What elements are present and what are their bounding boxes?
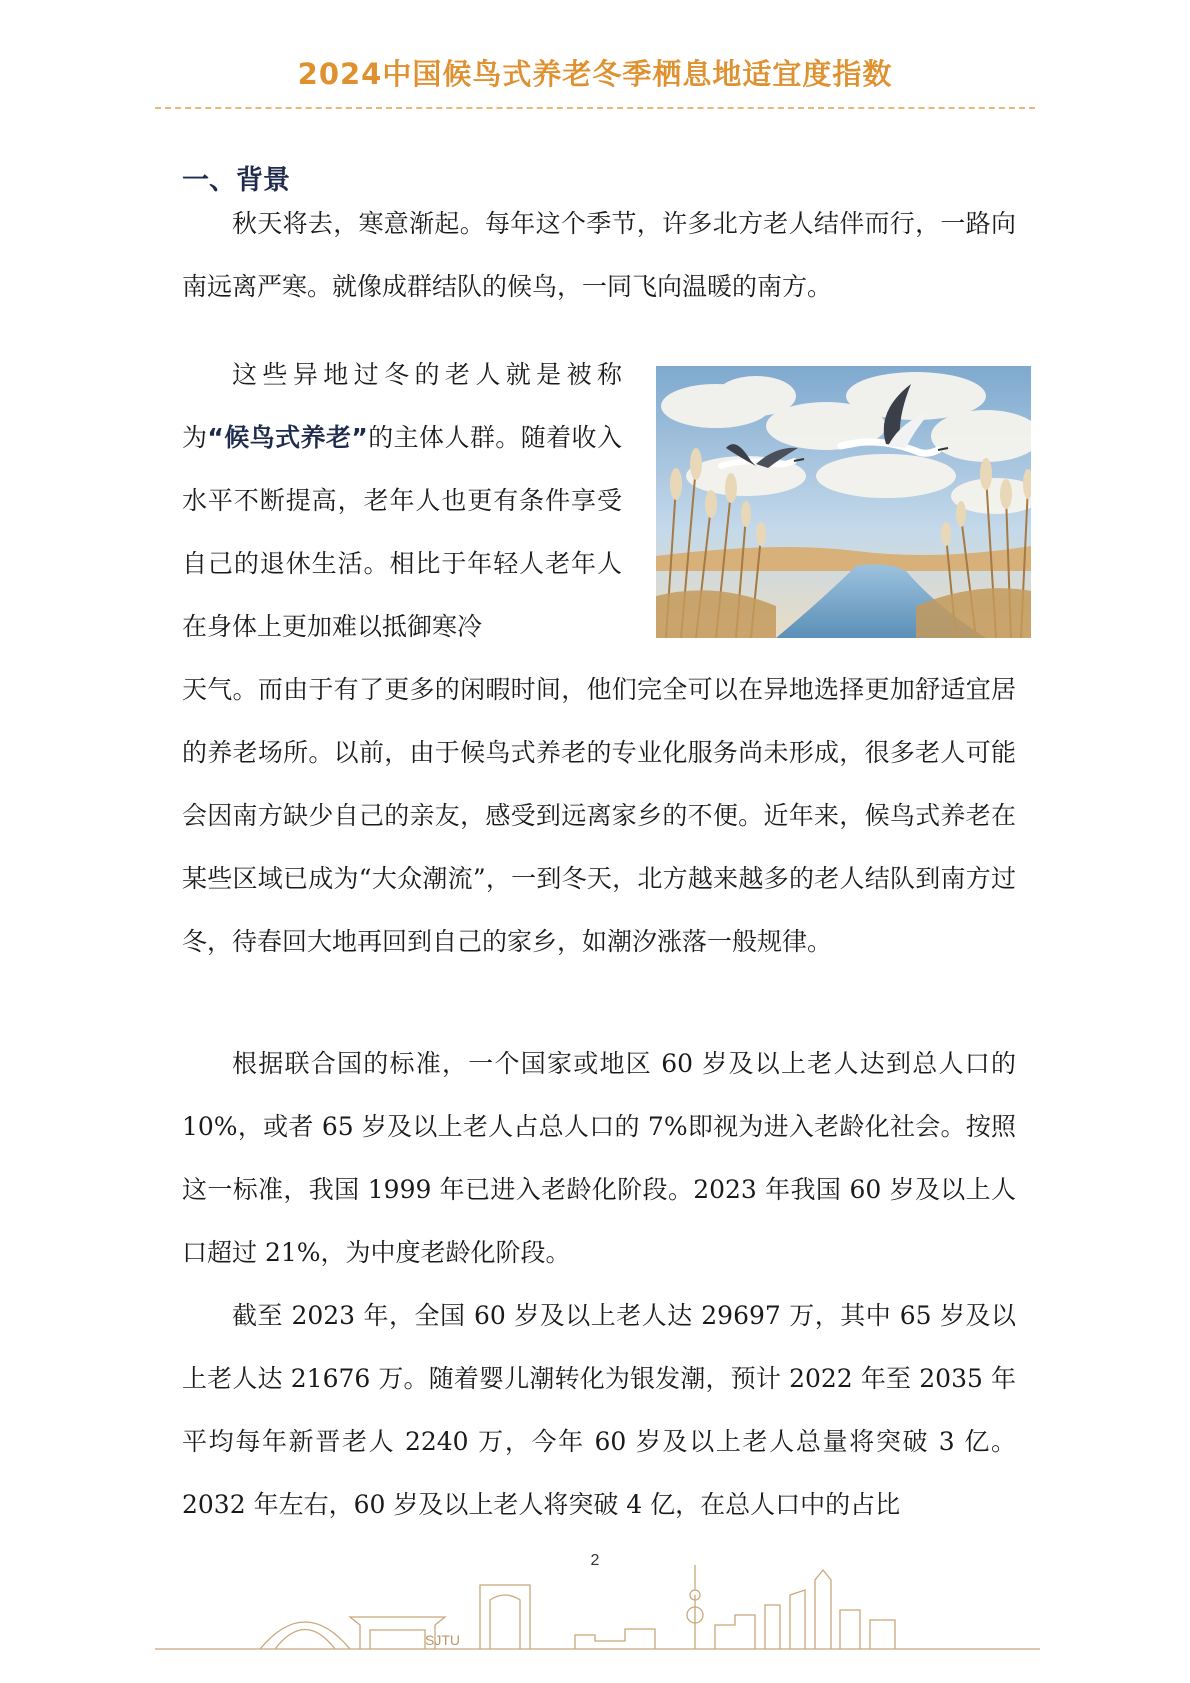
sjtu-logo-text: SJTU [425, 1632, 460, 1648]
paragraph-3: 根据联合国的标准，一个国家或地区 60 岁及以上老人达到总人口的 10%，或者 65 岁及以上老人占总人口的 7%即视为进入老龄化社会。按照这一标准，我国 1999 年已进入老龄化阶段。2023 年我国 60 岁及以上人口超过 21%，为中度老龄化阶段。 [182, 1049, 1016, 1267]
paragraph-1-block [182, 192, 1016, 318]
section-heading: 一、背景 [182, 165, 290, 196]
paragraph-2-wrapped [182, 343, 622, 658]
paragraph-2-lead: 这些异地过冬的老人就是被称为 [182, 360, 622, 452]
paragraph-3-block [182, 1032, 1016, 1284]
cranes-illustration [656, 366, 1031, 638]
paragraph-2-continued: 天气。而由于有了更多的闲暇时间，他们完全可以在异地选择更加舒适宜居的养老场所。以前，由于候鸟式养老的专业化服务尚未形成，很多老人可能会因南方缺少自己的亲友，感受到远离家乡的不便。近年来，候鸟式养老在某些区域已成为“大众潮流”，一到冬天，北方越来越多的老人结队到南方过冬，待春回大地再回到自己的家乡，如潮汐涨落一般规律。 [182, 675, 1016, 956]
term-houniao-yanglao: “候鸟式养老” [207, 423, 368, 452]
paragraph-2-wrapped-text: 的主体人群。随着收入水平不断提高，老年人也更有条件享受自己的退休生活。相比于年轻人老年人在身体上更加难以抵御寒冷 [182, 423, 622, 641]
paragraph-4-block [182, 1284, 1016, 1536]
paragraph-4: 截至 2023 年，全国 60 岁及以上老人达 29697 万，其中 65 岁及以上老人达 21676 万。随着婴儿潮转化为银发潮，预计 2022 年至 2035 年平均每年新晋老人 2240 万，今年 60 岁及以上老人总量将突破 3 亿。2032 年左右，60 岁及以上老人将突破 4 亿，在总人口中的占比 [182, 1301, 1016, 1519]
cranes-painting-icon [656, 366, 1031, 638]
header-divider [155, 107, 1035, 109]
footer-skyline-icon [155, 1555, 1040, 1655]
page-number: 2 [590, 1552, 600, 1569]
document-title: 2024中国候鸟式养老冬季栖息地适宜度指数 [297, 57, 893, 91]
paragraph-1: 秋天将去，寒意渐起。每年这个季节，许多北方老人结伴而行，一路向南远离严寒。就像成群结队的候鸟，一同飞向温暖的南方。 [182, 209, 1016, 301]
